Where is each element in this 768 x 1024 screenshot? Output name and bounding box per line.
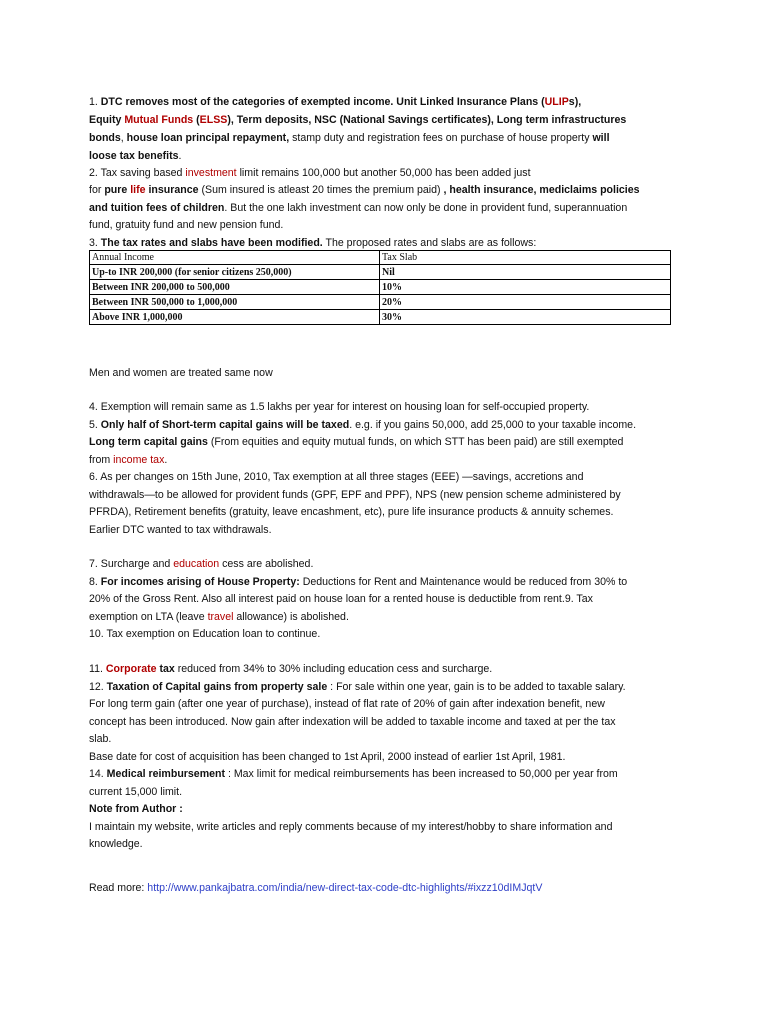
text-bold: s),: [568, 96, 582, 108]
investment-link[interactable]: investment: [185, 167, 237, 179]
mutual-funds-link[interactable]: Mutual Funds: [124, 114, 194, 126]
text: : Max limit for medical reimbursements has been increased to 50,000 per year from: [225, 768, 618, 780]
text: for: [89, 184, 105, 196]
education-link[interactable]: education: [173, 558, 220, 570]
table-row: [90, 280, 671, 295]
read-more-label: Read more:: [89, 882, 148, 894]
text: ,: [120, 132, 127, 144]
text-bold: For incomes arising of House Property:: [100, 576, 300, 588]
text: : For sale within one year, gain is to be added to taxable salary.: [327, 681, 626, 693]
text-bold: pure: [104, 184, 131, 196]
text-bold: house loan principal repayment,: [126, 132, 290, 144]
text-bold: , health insurance, mediclaims policies: [443, 184, 640, 196]
table-row: [90, 310, 671, 325]
note-line-1: I maintain my website, write articles and reply comments because of my interest/hobby to share information and: [89, 821, 613, 833]
point-5-line-3: [89, 454, 167, 467]
text: 11.: [89, 663, 106, 675]
point-11-line: [89, 663, 492, 676]
text: (From equities and equity mutual funds, on which STT has been paid) are still exempted: [207, 436, 624, 448]
text: ), Term deposits, NSC (National Savings certificates), Long term infrastructures: [227, 114, 627, 126]
text: 2. Tax saving based: [89, 167, 186, 179]
point-7-line: [89, 558, 313, 571]
point-2-line-3: [89, 202, 627, 215]
corporate-link[interactable]: Corporate: [105, 663, 157, 675]
text-bold: and tuition fees of children: [89, 202, 225, 214]
text: 3.: [89, 237, 101, 249]
point-2-line-4: fund, gratuity fund and new pension fund.: [89, 219, 284, 231]
text: .: [178, 150, 182, 162]
table-cell: Above INR 1,000,000: [90, 310, 380, 325]
text: exemption on LTA (leave: [89, 611, 208, 623]
point-8-line-2: 20% of the Gross Rent. Also all interest paid on house loan for a rented house is deductible from rent.9. Tax: [89, 593, 593, 605]
point-6-line-2: withdrawals—to be allowed for provident funds (GPF, EPF and PPF), NPS (new pension scheme administered by: [89, 489, 621, 501]
point-12-line-2: For long term gain (after one year of purchase), instead of flat rate of 20% of gain after indexation benefit, new: [89, 698, 605, 710]
text: 12.: [89, 681, 107, 693]
point-12-line-5: Base date for cost of acquisition has been changed to 1st April, 2000 instead of earlier 1st April, 1981.: [89, 751, 566, 763]
text: from: [89, 454, 114, 466]
text-bold: bonds: [89, 132, 121, 144]
text: (: [193, 114, 200, 126]
point-4-line: 4. Exemption will remain same as 1.5 lakhs per year for interest on housing loan for self-occupied property.: [89, 401, 590, 413]
table-cell: Between INR 500,000 to 1,000,000: [90, 295, 380, 310]
text-bold: The tax rates and slabs have been modified.: [100, 237, 323, 249]
text: The proposed rates and slabs are as follows:: [322, 237, 537, 249]
text-bold: insurance: [145, 184, 199, 196]
point-14-line-2: current 15,000 limit.: [89, 786, 183, 798]
text-bold: DTC removes most of the categories of exempted income. Unit Linked Insurance Plans (: [100, 96, 545, 108]
income-tax-link[interactable]: income tax: [113, 454, 165, 466]
text-bold: Long term capital gains: [89, 436, 208, 448]
text: .: [164, 454, 168, 466]
point-6-line-3: PFRDA), Retirement benefits (gratuity, leave encashment, etc), pure life insurance products & annuity schemes.: [89, 506, 614, 518]
point-8-line-3: [89, 611, 349, 624]
table-cell: Nil: [380, 265, 671, 280]
point-2-line-1: [89, 167, 531, 180]
text-bold: will: [592, 132, 610, 144]
read-more-link[interactable]: http://www.pankajbatra.com/india/new-direct-tax-code-dtc-highlights/#ixzz10dIMJqtV: [147, 882, 543, 894]
tax-slab-table: [89, 250, 671, 325]
men-women-note: Men and women are treated same now: [89, 367, 273, 379]
point-2-line-2: [89, 184, 640, 197]
text: 8.: [89, 576, 101, 588]
table-row: [90, 265, 671, 280]
text: limit remains 100,000 but another 50,000 has been added just: [236, 167, 531, 179]
point-12-line-1: [89, 681, 626, 694]
text-bold: Only half of Short-term capital gains will be taxed: [100, 419, 350, 431]
text: . e.g. if you gains 50,000, add 25,000 to your taxable income.: [349, 419, 637, 431]
text: reduced from 34% to 30% including education cess and surcharge.: [174, 663, 493, 675]
point-10-line: 10. Tax exemption on Education loan to continue.: [89, 628, 321, 640]
ulip-link[interactable]: ULIP: [544, 96, 569, 108]
table-cell: 20%: [380, 295, 671, 310]
text-bold: Taxation of Capital gains from property sale: [106, 681, 328, 693]
point-14-line-1: [89, 768, 618, 781]
text: (Sum insured is atleast 20 times the premium paid): [198, 184, 444, 196]
header-annual-income: Annual Income: [90, 251, 380, 265]
point-1-line-3: [89, 132, 610, 145]
point-12-line-3: concept has been introduced. Now gain after indexation will be added to taxable income and taxed at per the tax: [89, 716, 616, 728]
table-row: [90, 295, 671, 310]
text: Deductions for Rent and Maintenance would be reduced from 30% to: [299, 576, 628, 588]
point-5-line-2: [89, 436, 623, 449]
point-1-line-4: [89, 150, 181, 163]
table-cell: Up-to INR 200,000 (for senior citizens 250,000): [90, 265, 380, 280]
table-cell: Between INR 200,000 to 500,000: [90, 280, 380, 295]
text: stamp duty and registration fees on purchase of house property: [289, 132, 593, 144]
table-cell: 30%: [380, 310, 671, 325]
elss-link[interactable]: ELSS: [199, 114, 228, 126]
text: cess are abolished.: [219, 558, 314, 570]
point-1-line-2: [89, 114, 626, 127]
table-header-row: [90, 251, 671, 265]
life-link[interactable]: life: [130, 184, 146, 196]
text: 1.: [89, 96, 101, 108]
text-bold: tax: [156, 663, 175, 675]
read-more-line: [89, 882, 542, 895]
note-line-2: knowledge.: [89, 838, 143, 850]
text: allowance) is abolished.: [233, 611, 349, 623]
point-6-line-4: Earlier DTC wanted to tax withdrawals.: [89, 524, 272, 536]
text: . But the one lakh investment can now only be done in provident fund, superannuation: [224, 202, 628, 214]
header-tax-slab: Tax Slab: [380, 251, 671, 265]
point-1-line-1: [89, 96, 581, 109]
point-3-line: [89, 237, 536, 250]
text-bold: Medical reimbursement: [106, 768, 226, 780]
point-5-line-1: [89, 419, 636, 432]
text: 7. Surcharge and: [89, 558, 174, 570]
text: Equity: [89, 114, 125, 126]
table-cell: 10%: [380, 280, 671, 295]
text-bold: loose tax benefits: [89, 150, 179, 162]
point-12-line-4: slab.: [89, 733, 112, 745]
travel-link[interactable]: travel: [207, 611, 234, 623]
note-title: Note from Author :: [89, 803, 183, 815]
text: 14.: [89, 768, 107, 780]
point-8-line-1: [89, 576, 627, 589]
text: 5.: [89, 419, 101, 431]
point-6-line-1: 6. As per changes on 15th June, 2010, Tax exemption at all three stages (EEE) —savings, accretions and: [89, 471, 584, 483]
